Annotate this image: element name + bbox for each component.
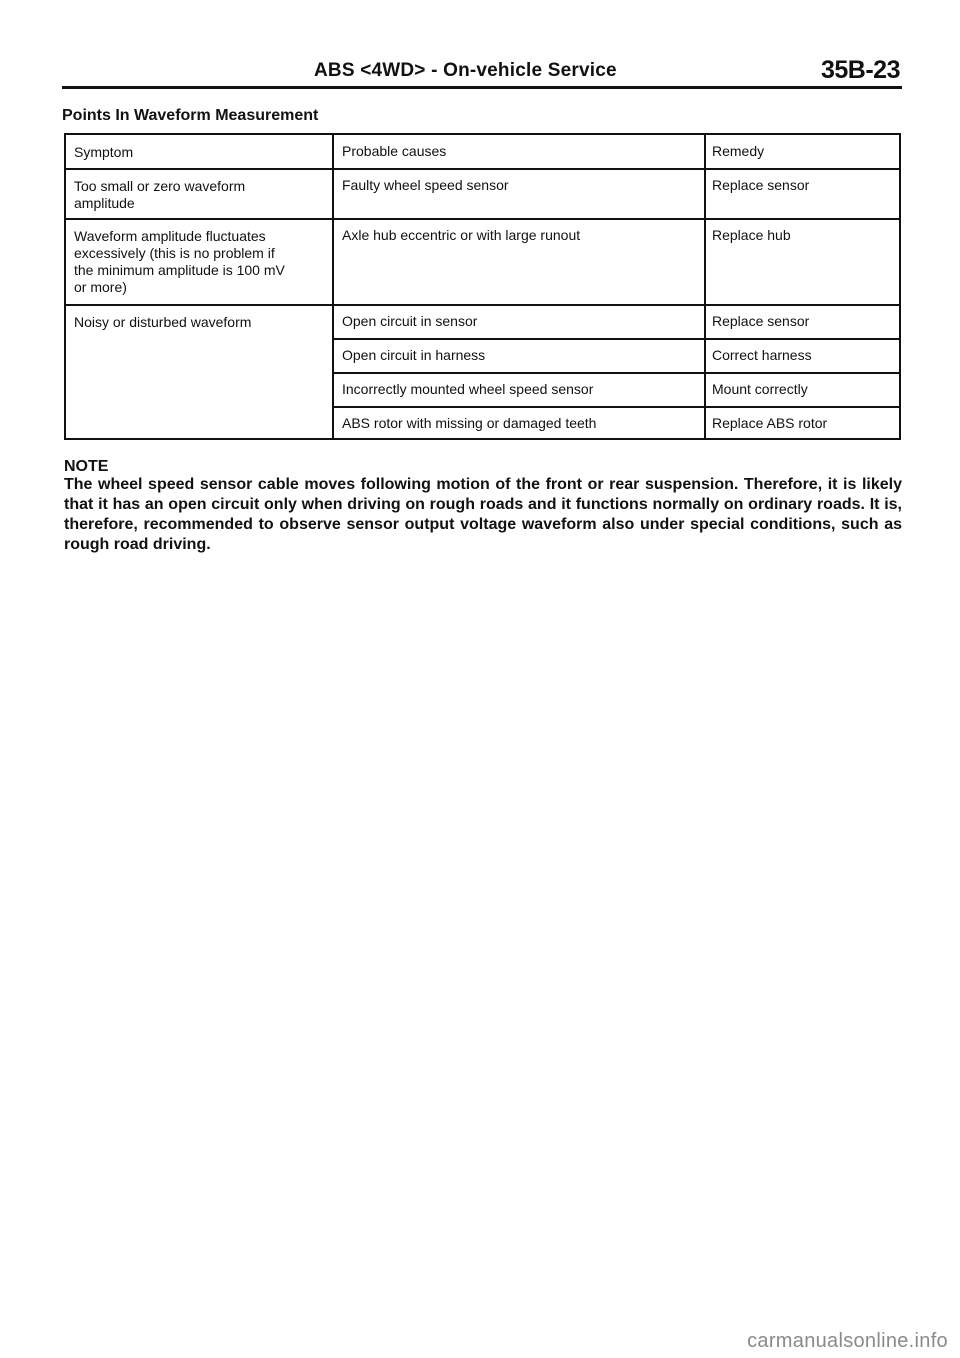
waveform-table bbox=[64, 133, 901, 440]
table-cell-cause: ABS rotor with missing or damaged teeth bbox=[342, 415, 597, 431]
table-cell-cause: Open circuit in harness bbox=[342, 347, 486, 363]
row-divider bbox=[66, 304, 899, 306]
page-header bbox=[62, 54, 902, 90]
table-cell-remedy: Replace sensor bbox=[712, 313, 810, 329]
table-cell-remedy: Replace sensor bbox=[712, 177, 810, 193]
table-cell-symptom: Noisy or disturbed waveform bbox=[74, 314, 252, 330]
table-cell-remedy: Replace hub bbox=[712, 227, 791, 243]
table-cell-remedy: Correct harness bbox=[712, 347, 812, 363]
watermark-text: carmanualsonline.info bbox=[747, 1330, 948, 1352]
table-cell-remedy: Mount correctly bbox=[712, 381, 808, 397]
table-cell-remedy: Replace ABS rotor bbox=[712, 415, 828, 431]
table-cell-cause: Open circuit in sensor bbox=[342, 313, 478, 329]
row-divider bbox=[332, 338, 899, 340]
table-cell-cause: Axle hub eccentric or with large runout bbox=[342, 227, 581, 243]
table-cell-cause: Faulty wheel speed sensor bbox=[342, 177, 509, 193]
header-symptom: Symptom bbox=[74, 144, 134, 160]
row-divider bbox=[66, 168, 899, 170]
header-remedy: Remedy bbox=[712, 143, 765, 159]
note-title: NOTE bbox=[64, 458, 109, 475]
section-title: Points In Waveform Measurement bbox=[62, 107, 319, 124]
column-divider bbox=[332, 135, 334, 438]
row-divider bbox=[332, 372, 899, 374]
row-divider bbox=[66, 218, 899, 220]
table-cell-symptom: Too small or zero waveform amplitude bbox=[74, 178, 246, 211]
header-causes: Probable causes bbox=[342, 143, 447, 159]
page-title: ABS <4WD> - On-vehicle Service bbox=[314, 60, 617, 81]
page-number: 35B-23 bbox=[821, 56, 900, 84]
header-rule bbox=[62, 86, 902, 89]
table-cell-cause: Incorrectly mounted wheel speed sensor bbox=[342, 381, 594, 397]
row-divider bbox=[332, 406, 899, 408]
note-body: The wheel speed sensor cable moves following motion of the front or rear suspension. Therefore, it is likely that it has an open circuit only when driving on rough roads and it functions normally on ordinary roads. It is, therefore, recommended to observe sensor output voltage waveform also under special conditions, such as rough road driving. bbox=[64, 476, 902, 553]
table-cell-symptom: Waveform amplitude fluctuates excessively (this is no problem if the minimum amplitude is 100 mV or more) bbox=[74, 228, 285, 295]
column-divider bbox=[704, 135, 706, 438]
